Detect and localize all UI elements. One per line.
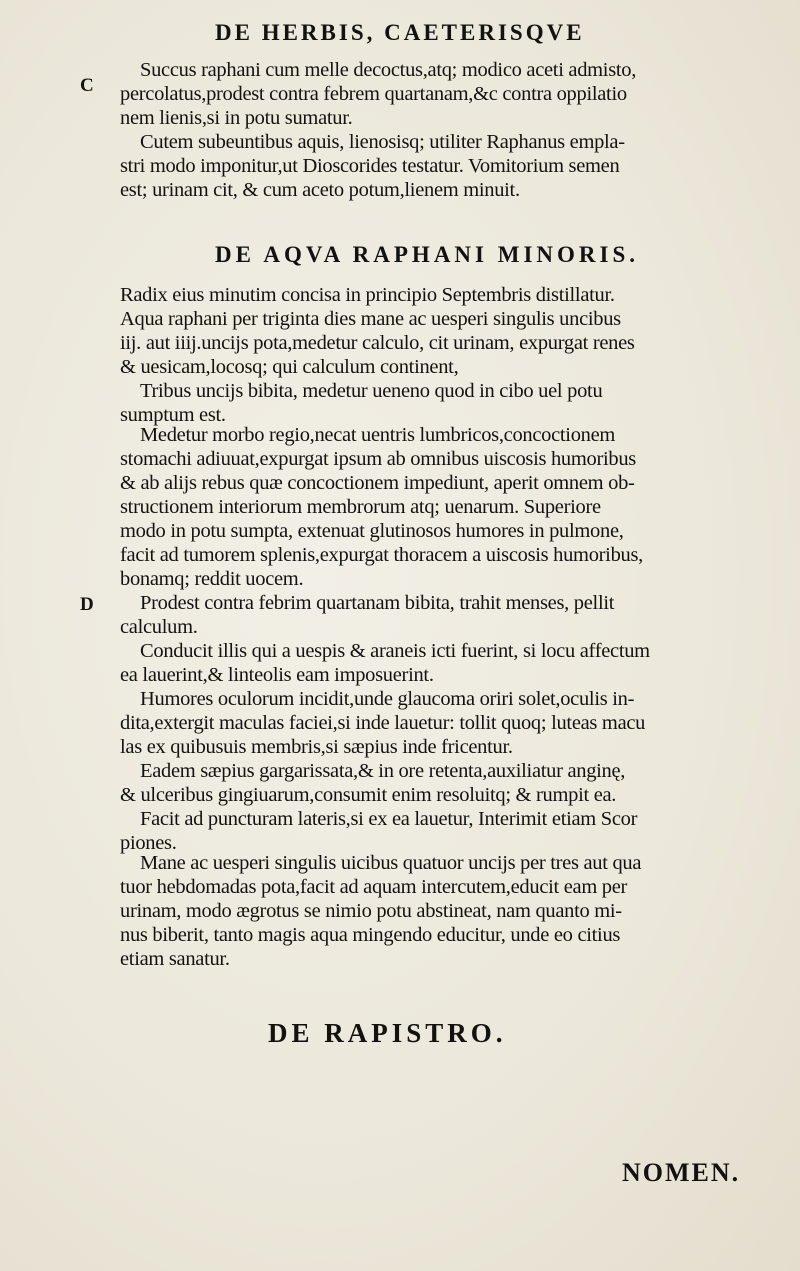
text-line: Tribus uncijs bibita, medetur ueneno quod in cibo uel potu [140,380,603,402]
text-line: percolatus,prodest contra febrem quartanam,&c contra oppilatio [120,83,627,105]
text-line: urinam, modo ægrotus se nimio potu abstineat, nam quanto mi- [120,900,622,922]
text-line: etiam sanatur. [120,948,230,970]
text-line: stomachi adiuuat,expurgat ipsum ab omnibus uiscosis humoribus [120,448,636,470]
text-line: Cutem subeuntibus aquis, lienosisq; utiliter Raphanus empla- [140,131,625,153]
text-line: Aqua raphani per triginta dies mane ac uesperi singulis uncibus [120,308,621,330]
text-line: nem lienis,si in potu sumatur. [120,107,353,129]
text-line: stri modo imponitur,ut Dioscorides testatur. Vomitorium semen [120,155,620,177]
text-line: nus biberit, tanto magis aqua mingendo educitur, unde eo citius [120,924,621,946]
text-line: Prodest contra febrim quartanam bibita, trahit menses, pellit [140,592,615,614]
text-line: & ab alijs rebus quæ concoctionem impediunt, aperit omnem ob- [120,472,635,494]
text-line: tuor hebdomadas pota,facit ad aquam intercutem,educit eam per [120,876,628,898]
text-line: Conducit illis qui a uespis & araneis icti fuerint, si locu affectum [140,640,650,662]
text-line: Medetur morbo regio,necat uentris lumbricos,concoctionem [140,424,616,446]
text-line: est; urinam cit, & cum aceto potum,lienem minuit. [120,179,520,201]
text-line: facit ad tumorem splenis,expurgat thoracem a uiscosis humoribus, [120,544,643,566]
text-line: bonamq; reddit uocem. [120,568,304,590]
text-line: iij. aut iiij.uncijs pota,medetur calculo, cit urinam, expurgat renes [120,332,635,354]
text-line: modo in potu sumpta, extenuat glutinosos humores in pulmone, [120,520,624,542]
text-line: piones. [120,832,177,854]
section-heading-aqua-raphani: DE AQVA RAPHANI MINORIS. [215,242,640,267]
text-line: Mane ac uesperi singulis uicibus quatuor uncijs per tres aut qua [140,852,642,874]
text-line: structionem interiorum membrorum atq; uenarum. Superiore [120,496,601,518]
text-line: las ex quibusuis membris,si sæpius inde fricentur. [120,736,513,758]
section-heading-rapistro: DE RAPISTRO. [268,1018,507,1048]
text-line: & ulceribus gingiuarum,consumit enim resoluitq; & rumpit ea. [120,784,617,806]
text-line: ea lauerint,& linteolis eam imposuerint. [120,664,434,686]
text-line: Facit ad puncturam lateris,si ex ea lauetur, Interimit etiam Scor [140,808,638,830]
text-line: Succus raphani cum melle decoctus,atq; modico aceti admisto, [140,59,637,81]
text-line: & uesicam,locosq; qui calculum continent, [120,356,459,378]
text-line: calculum. [120,616,198,638]
text-line: Humores oculorum incidit,unde glaucoma oriri solet,oculis in- [140,688,635,710]
text-line: sumptum est. [120,404,226,426]
text-line: dita,extergit maculas faciei,si inde lauetur: tollit quoq; luteas macu [120,712,646,734]
text-line: Radix eius minutim concisa in principio Septembris distillatur. [120,284,615,306]
margin-marker-d: D [80,594,94,615]
running-head: DE HERBIS, CAETERISQVE [215,20,585,45]
catchword: NOMEN. [622,1158,741,1187]
margin-marker-c: C [80,75,94,96]
text-line: Eadem sæpius gargarissata,& in ore retenta,auxiliatur anginę, [140,760,626,782]
